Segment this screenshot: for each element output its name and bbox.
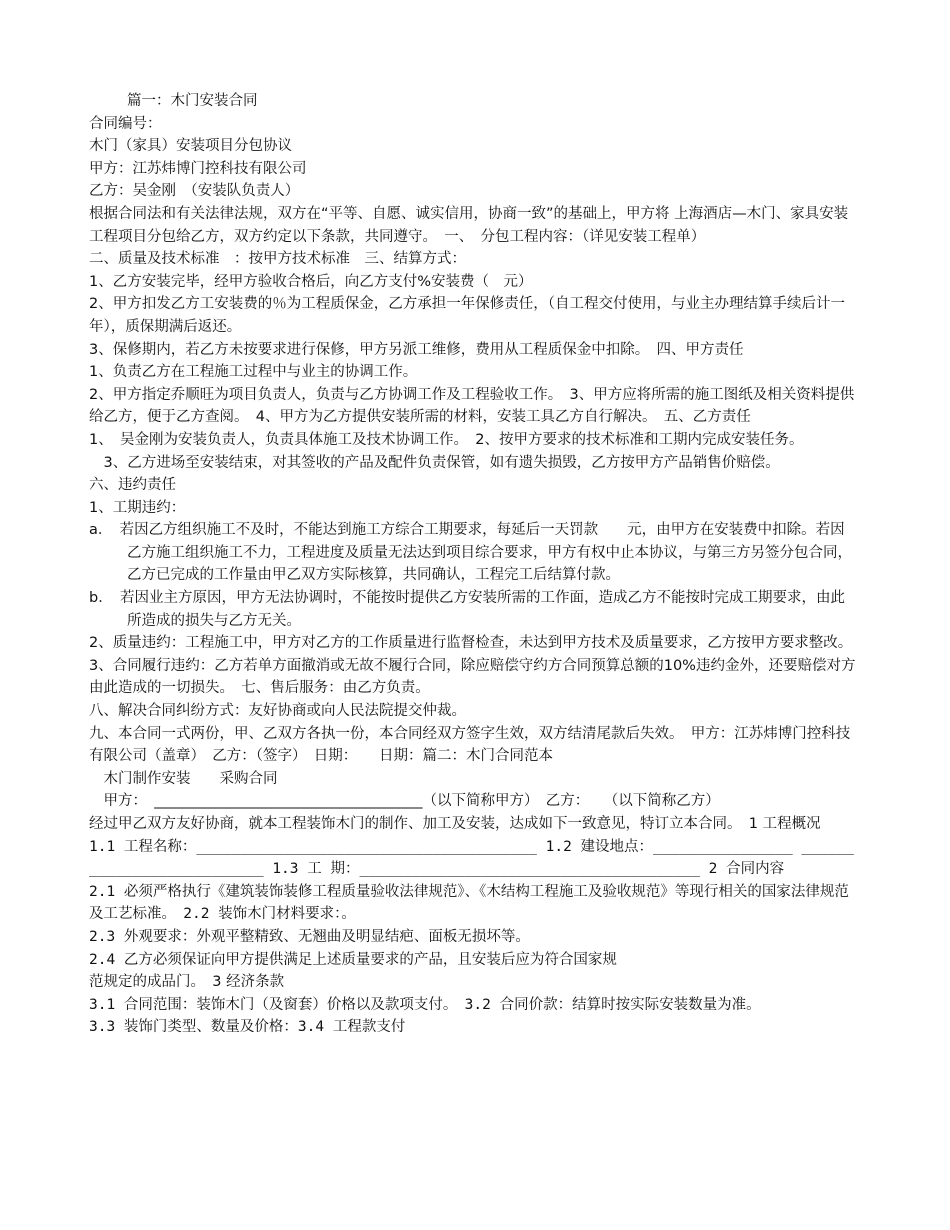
paragraph-clause-3-1: 3.1 合同范围：装饰木门（及窗套）价格以及款项支付。 3.2 合同价款：结算时按实际安装数量为准。	[89, 996, 761, 1013]
paragraph-second-title: 木门制作安装 采购合同	[89, 770, 278, 787]
paragraph-settlement-1: 1、乙方安装完毕，经甲方验收合格后，向乙方支付%安装费（ 元）	[89, 273, 533, 290]
paragraph-clause-2-1: 2.1 必须严格执行《建筑装饰装修工程质量验收法律规范》、《木结构工程施工及验收规范》等现行相关的国家法律规范及工艺标准。 2.2 装饰木门材料要求：。	[89, 883, 849, 923]
paragraph-party-b: 乙方：吴金刚 （安装队负责人）	[89, 183, 300, 200]
paragraph-schedule-breach: 1、工期违约：	[89, 499, 186, 516]
paragraph-clause-3-3: 3.3 装饰门类型、数量及价格：3.4 工程款支付	[89, 1019, 406, 1036]
list-item-a: a． 若因乙方组织施工不及时，不能达到施工方综合工期要求，每延后一天罚款 元，由甲方在安装费中扣除。若因乙方施工组织施工不力，工程进度及质量无法达到项目综合要求，甲方有权中止本协议，与第三方另签分包合同，乙方已完成的工作量由甲乙双方实际核算，共同确认，工程完工后结算付款。	[89, 522, 852, 584]
contract-document	[89, 90, 859, 1039]
paragraph-dispute: 八、解决合同纠纷方式：友好协商或向人民法院提交仲裁。	[89, 703, 466, 720]
paragraph-party-a-duty-2: 2、甲方指定乔顺旺为项目负责人，负责与乙方协调工作及工程验收工作。 3、甲方应将所需的施工图纸及相关资料提供给乙方，便于乙方查阅。 4、甲方为乙方提供安装所需的材料，安装工具乙方自行解决。 五、乙方责任	[89, 386, 855, 426]
paragraph-settlement-3: 3、保修期内，若乙方未按要求进行保修，甲方另派工维修，费用从工程质保金中扣除。 四、甲方责任	[89, 341, 744, 358]
paragraph-preamble: 根据合同法和有关法律法规，双方在“平等、自愿、诚实信用，协商一致”的基础上，甲方将 上海酒店—木门、家具安装工程项目分包给乙方，双方约定以下条款，共同遵守。 一、 分包工程内容：（详见安装工程单）	[89, 205, 849, 245]
paragraph-party-b-duty-1: 1、 吴金刚为安装负责人，负责具体施工及技术协调工作。 2、按甲方要求的技术标准和工期内完成安装任务。	[89, 431, 804, 448]
section-breach-heading: 六、违约责任	[89, 477, 176, 494]
paragraph-party-a-duty-1: 1、负责乙方在工程施工过程中与业主的协调工作。	[89, 364, 418, 381]
paragraph-project-info: 1.1 工程名称：_______________________________________ 1.2 建设地点：________________ __________________________ 1.3 工 期：_______________________________________ 2 合同内容	[89, 838, 854, 878]
paragraph-parties-blank: 甲方： _____________________________________（以下简称甲方） 乙方： （以下简称乙方）	[89, 793, 720, 810]
paragraph-clause-2-4: 2.4 乙方必须保证向甲方提供满足上述质量要求的产品，且安装后应为符合国家规	[89, 951, 617, 968]
list-item-b: b． 若因业主方原因，甲方无法协调时，不能按时提供乙方安装所需的工作面，造成乙方不能按时完成工期要求，由此所造成的损失与乙方无关。	[89, 590, 845, 629]
paragraph-copies: 九、本合同一式两份，甲、乙双方各执一份，本合同经双方签字生效，双方结清尾款后失效。 甲方：江苏炜博门控科技有限公司（盖章） 乙方：（签字） 日期： 日期：篇二：木门合同范本	[89, 725, 851, 765]
paragraph-agreement-title: 木门（家具）安装项目分包协议	[89, 138, 292, 155]
document-title: 篇一：木门安装合同	[127, 93, 258, 109]
paragraph-clause-2-3: 2.3 外观要求：外观平整精致、无翘曲及明显结疤、面板无损坏等。	[89, 928, 530, 945]
paragraph-quality-breach: 2、质量违约：工程施工中，甲方对乙方的工作质量进行监督检查，未达到甲方技术及质量要求，乙方按甲方要求整改。	[89, 635, 853, 652]
paragraph-agreement-intro: 经过甲乙双方友好协商，就本工程装饰木门的制作、加工及安装，达成如下一致意见，特订立本合同。 1 工程概况	[89, 816, 821, 832]
paragraph-quality-standard: 二、质量及技术标准 ：按甲方技术标准 三、结算方式：	[89, 251, 466, 268]
paragraph-economic-terms: 范规定的成品门。 3 经济条款	[89, 974, 285, 991]
paragraph-contract-number: 合同编号：	[89, 115, 162, 132]
paragraph-party-a: 甲方：江苏炜博门控科技有限公司	[89, 160, 307, 177]
paragraph-party-b-duty-3: 3、乙方进场至安装结束，对其签收的产品及配件负责保管，如有遗失损毁，乙方按甲方产品销售价赔偿。	[89, 454, 780, 471]
paragraph-performance-breach: 3、合同履行违约：乙方若单方面撤消或无故不履行合同，除应赔偿守约方合同预算总额的10%违约金外，还要赔偿对方由此造成的一切损失。 七、售后服务：由乙方负责。	[89, 657, 856, 697]
paragraph-settlement-2: 2、甲方扣发乙方工安装费的％为工程质保金，乙方承担一年保修责任，（自工程交付使用，与业主办理结算手续后计一年），质保期满后返还。	[89, 296, 845, 335]
